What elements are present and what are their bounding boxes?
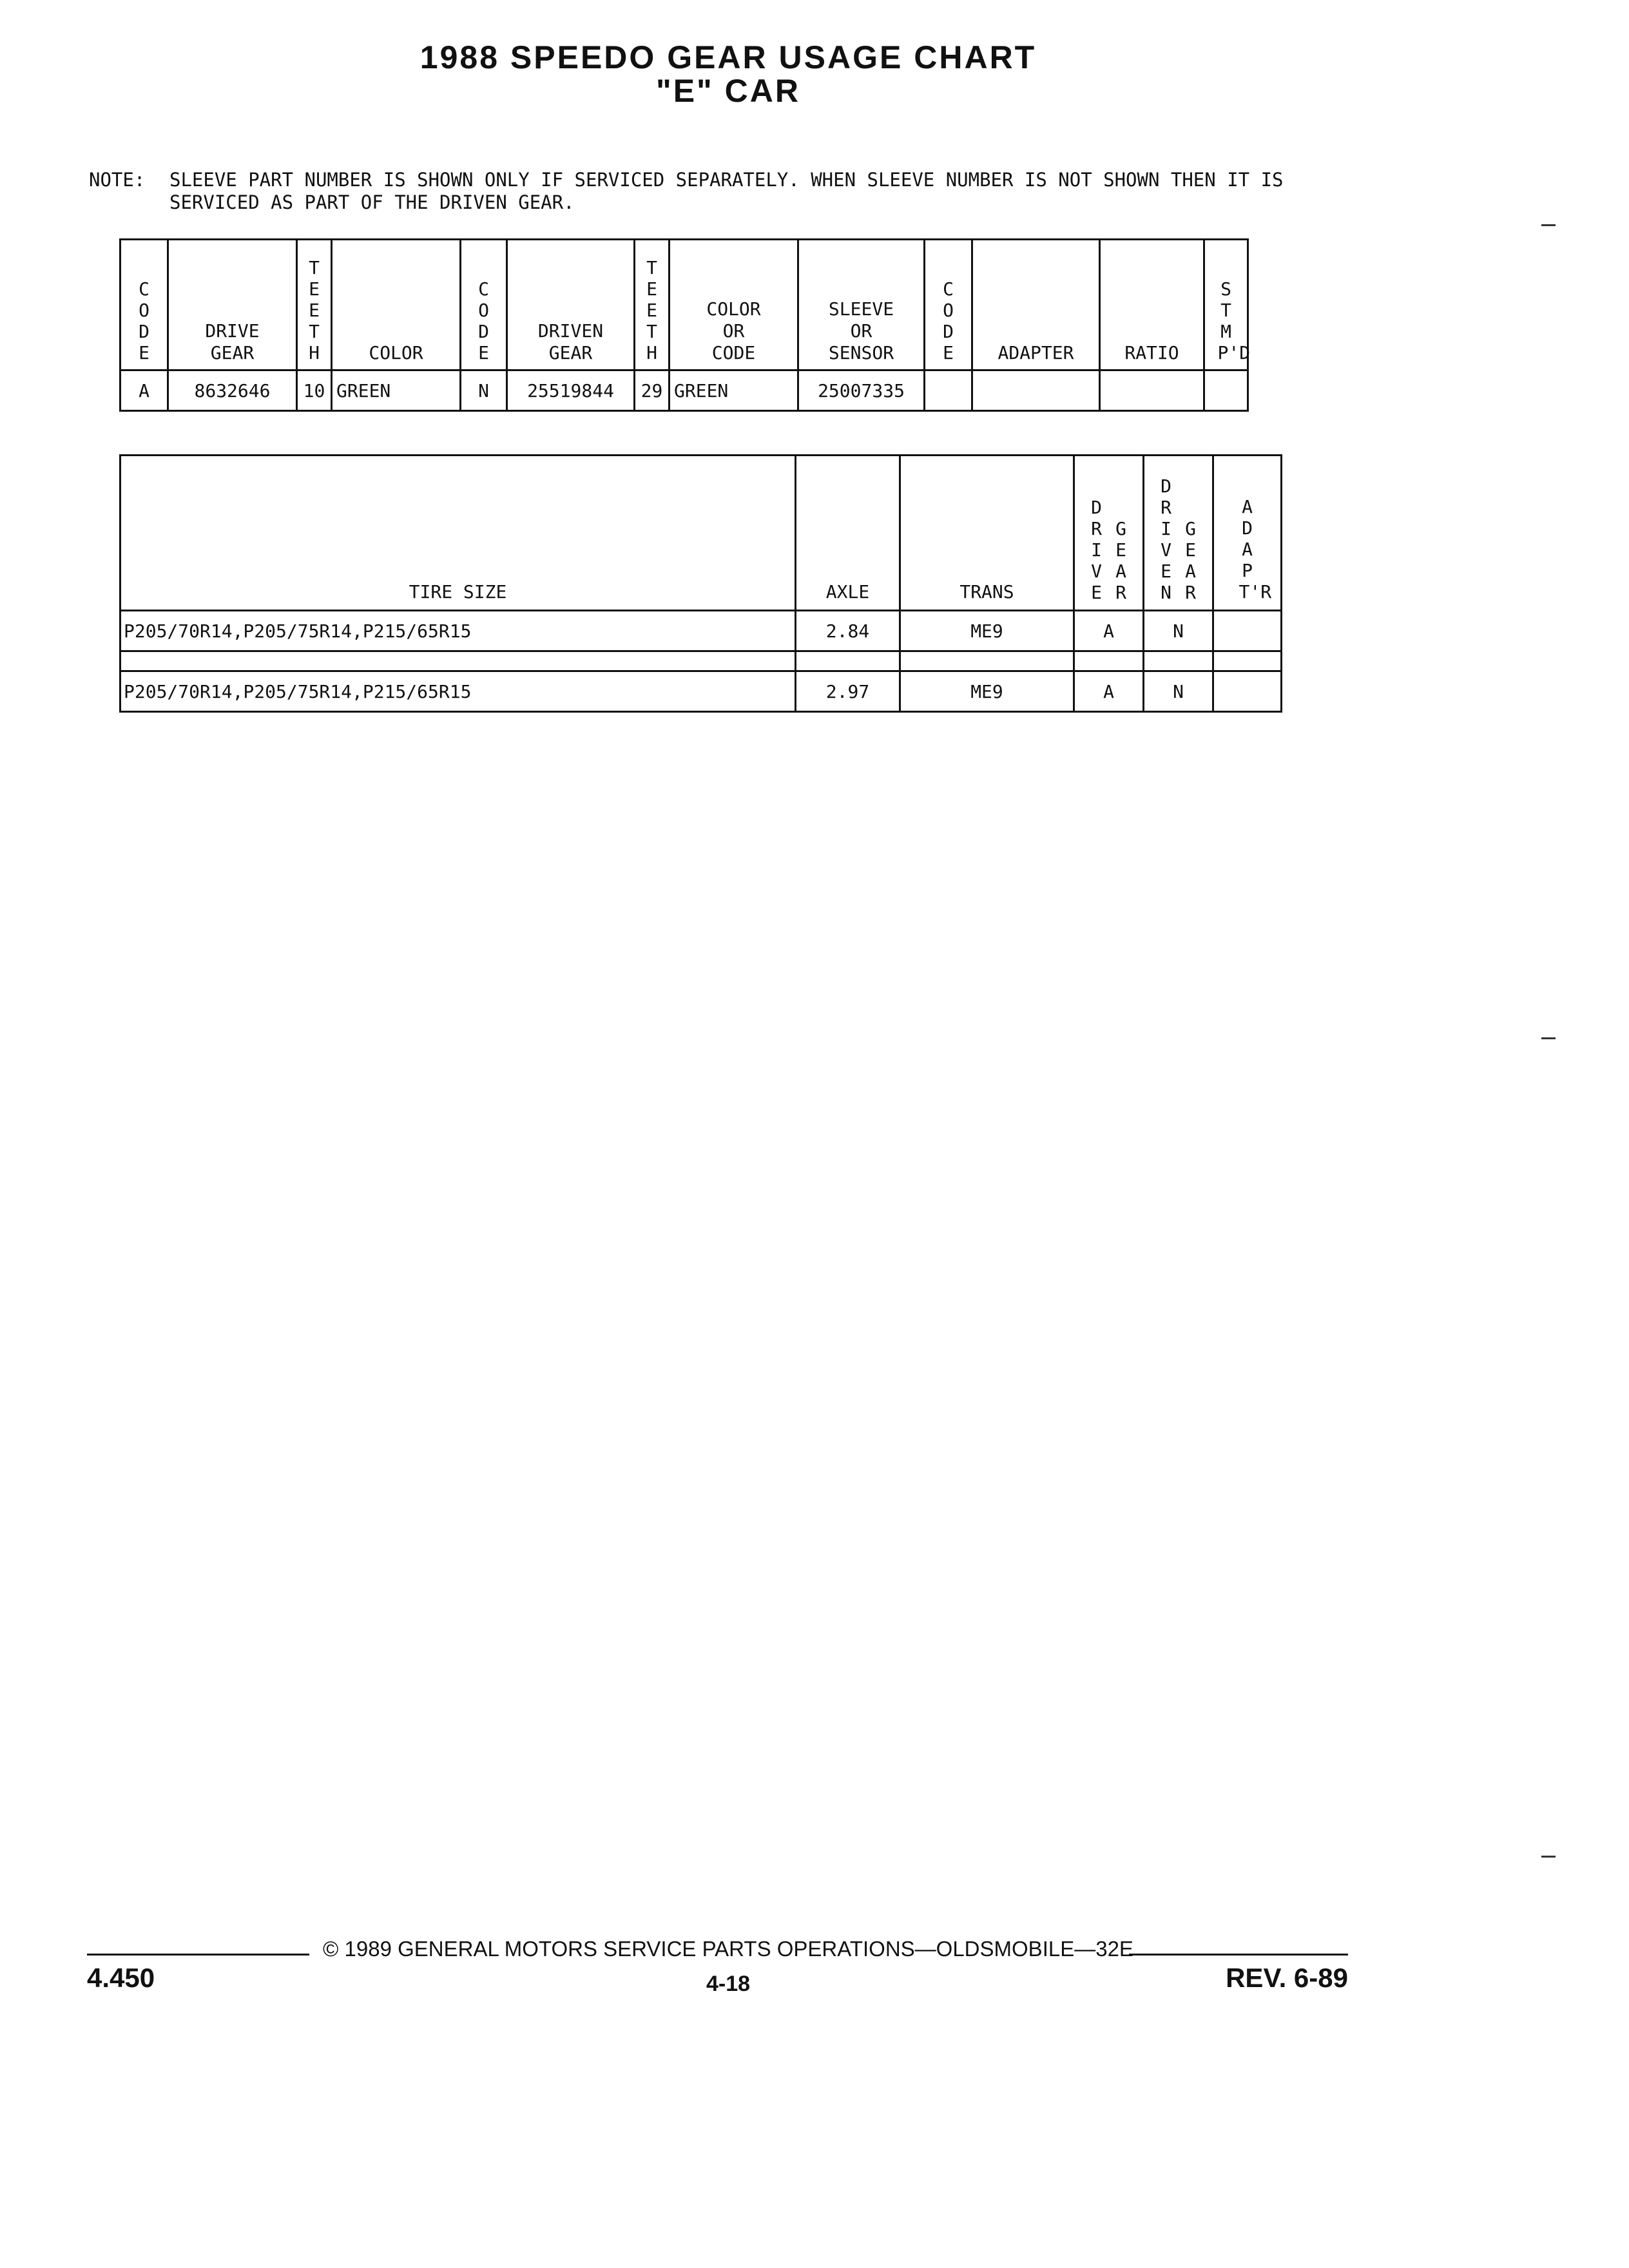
- cell-drive-gear: 8632646: [168, 370, 297, 411]
- table-row: [120, 671, 1282, 712]
- gear-table-header: [120, 240, 1248, 370]
- header-color: COLOR: [332, 240, 461, 370]
- table-row: [120, 611, 1282, 651]
- margin-tick-mark: [1541, 1856, 1556, 1858]
- spacer-cell: [796, 651, 900, 671]
- header-trans: TRANS: [900, 456, 1074, 611]
- header-code-3: CODE: [925, 240, 972, 370]
- spacer-cell: [1144, 651, 1213, 671]
- note-label: NOTE:: [89, 169, 146, 191]
- revision-label: REV. 6-89: [1226, 1963, 1348, 1993]
- cell-stmpd: [1204, 370, 1248, 411]
- cell-trans: ME9: [900, 611, 1074, 651]
- cell-color-or-code: GREEN: [670, 370, 798, 411]
- cell-drive-gear: A: [1074, 611, 1144, 651]
- footer-rule-right: [1129, 1954, 1348, 1956]
- tire-size-table: [119, 454, 1282, 713]
- header-code-2: CODE: [461, 240, 507, 370]
- header-adapter: ADAPTER: [972, 240, 1100, 370]
- note-line-2: SERVICED AS PART OF THE DRIVEN GEAR.: [169, 191, 575, 213]
- header-ratio: RATIO: [1100, 240, 1204, 370]
- header-drive-gear: DRIVE GEAR: [1074, 456, 1144, 611]
- copyright-line: © 1989 GENERAL MOTORS SERVICE PARTS OPERATIONS—OLDSMOBILE—32E: [323, 1937, 1133, 1961]
- cell-teeth: 10: [297, 370, 332, 411]
- cell-code-3: [925, 370, 972, 411]
- cell-adapter: [1213, 671, 1282, 712]
- header-teeth: TEETH: [297, 240, 332, 370]
- cell-adapter: [972, 370, 1100, 411]
- page-title: 1988 SPEEDO GEAR USAGE CHART: [419, 39, 1037, 75]
- tire-table-header: [120, 456, 1282, 611]
- header-driven-gear: DRIVEN GEAR: [507, 240, 635, 370]
- cell-adapter: [1213, 611, 1282, 651]
- margin-tick-mark: [1541, 1037, 1556, 1039]
- cell-code-2: N: [461, 370, 507, 411]
- header-drive-gear: DRIVE GEAR: [168, 240, 297, 370]
- cell-tire-size: P205/70R14,P205/75R14,P215/65R15: [120, 671, 796, 712]
- cell-drive-gear: A: [1074, 671, 1144, 712]
- cell-code: A: [120, 370, 168, 411]
- cell-driven-gear: 25519844: [507, 370, 635, 411]
- section-number: 4.450: [87, 1963, 155, 1993]
- cell-teeth-2: 29: [635, 370, 670, 411]
- cell-trans: ME9: [900, 671, 1074, 712]
- header-adapter: ADAPT'R: [1213, 456, 1282, 611]
- speedo-gear-table: [119, 238, 1249, 412]
- cell-axle: 2.97: [796, 671, 900, 712]
- spacer-cell: [900, 651, 1074, 671]
- cell-driven-gear: N: [1144, 671, 1213, 712]
- cell-color: GREEN: [332, 370, 461, 411]
- header-driven-gear: DRIVEN GEAR: [1144, 456, 1213, 611]
- note-block: [89, 169, 1284, 214]
- margin-tick-mark: [1541, 224, 1556, 226]
- header-code: CODE: [120, 240, 168, 370]
- header-sleeve-or-sensor: SLEEVE OR SENSOR: [798, 240, 925, 370]
- header-teeth-2: TEETH: [635, 240, 670, 370]
- note-line-1: SLEEVE PART NUMBER IS SHOWN ONLY IF SERVICED SEPARATELY. WHEN SLEEVE NUMBER IS NOT SHOWN THEN IT IS: [169, 169, 1284, 191]
- cell-axle: 2.84: [796, 611, 900, 651]
- cell-ratio: [1100, 370, 1204, 411]
- spacer-cell: [1074, 651, 1144, 671]
- page-subtitle: "E" CAR: [656, 73, 800, 109]
- table-row: [120, 370, 1248, 411]
- page-number: 4-18: [706, 1972, 751, 1996]
- header-axle: AXLE: [796, 456, 900, 611]
- cell-driven-gear: N: [1144, 611, 1213, 651]
- table-spacer-row: [120, 651, 1282, 671]
- spacer-cell: [120, 651, 796, 671]
- header-color-or-code: COLOR OR CODE: [670, 240, 798, 370]
- spacer-cell: [1213, 651, 1282, 671]
- cell-sleeve-or-sensor: 25007335: [798, 370, 925, 411]
- header-stmpd: STMP'D: [1204, 240, 1248, 370]
- header-tire-size: TIRE SIZE: [120, 456, 796, 611]
- cell-tire-size: P205/70R14,P205/75R14,P215/65R15: [120, 611, 796, 651]
